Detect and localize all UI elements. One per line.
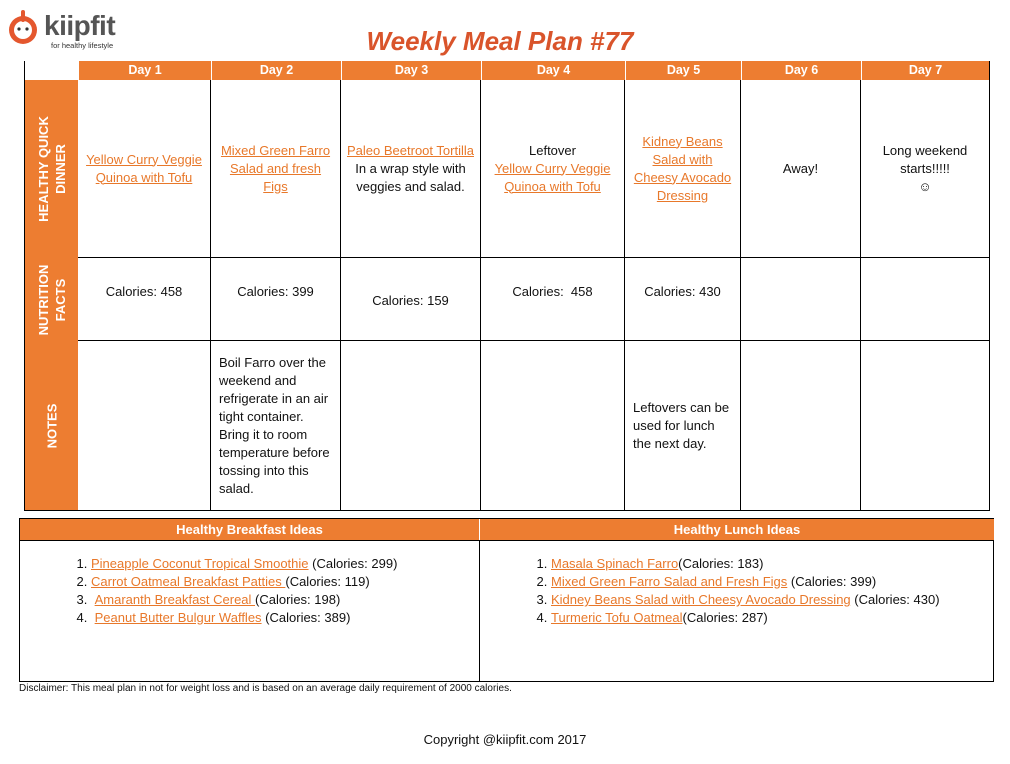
recipe-link[interactable]: Pineapple Coconut Tropical Smoothie (91, 556, 309, 571)
row-label-notes (24, 341, 78, 511)
notes-day-7 (861, 341, 990, 511)
dinner-day-5 (625, 80, 741, 258)
recipe-link[interactable]: Peanut Butter Bulgur Waffles (94, 610, 262, 625)
row-label-notes-text: NOTES (44, 403, 59, 448)
row-label-nutrition-text: NUTRITION FACTS (35, 264, 68, 335)
calories-value: Calories: 159 (372, 293, 449, 308)
nutrition-day-6 (741, 258, 861, 341)
calories-value: Calories: 458 (105, 284, 183, 299)
notes-day-5 (625, 341, 741, 511)
row-label-dinner (24, 80, 78, 258)
notes-day-1 (78, 341, 211, 511)
dinner-day-3 (341, 80, 481, 258)
list-item (91, 591, 397, 609)
breakfast-ideas-list (71, 555, 397, 627)
row-label-nutrition (24, 258, 78, 341)
ideas-header-rule (20, 540, 993, 541)
calories-text: (Calories: 119) (285, 574, 370, 589)
header-day-2: Day 2 (211, 61, 341, 80)
note-text: Boil Farro over the weekend and refrigerate in an air tight container. Bring it to room temperature before tossing into this salad. (219, 355, 330, 496)
calories-text: (Calories: 299) (308, 556, 398, 571)
recipe-link[interactable]: Masala Spinach Farro (551, 556, 679, 571)
list-item (551, 555, 940, 573)
kiipfit-logo (6, 8, 126, 52)
row-label-dinner-text: HEALTHY QUICK DINNER (35, 116, 68, 222)
dinner-note: In a wrap style with veggies and salad. (355, 160, 466, 194)
notes-day-6 (741, 341, 861, 511)
smiley-icon: ☺ (918, 178, 932, 194)
calories-text: (Calories: 183) (678, 556, 764, 571)
list-item (551, 591, 940, 609)
calories-text: (Calories: 389) (261, 610, 351, 625)
dinner-note: Leftover (529, 142, 576, 158)
nutrition-day-5 (625, 258, 741, 341)
list-item (551, 609, 940, 627)
ideas-divider (479, 540, 480, 682)
recipe-link[interactable]: Mixed Green Farro Salad and fresh Figs (220, 142, 331, 194)
notes-day-3 (341, 341, 481, 511)
meal-plan-grid (24, 61, 990, 511)
list-item (91, 555, 397, 573)
disclaimer: Disclaimer: This meal plan in not for weight loss and is based on an average daily requirement of 2000 calories. (19, 683, 512, 694)
lunch-ideas-header: Healthy Lunch Ideas (479, 519, 994, 540)
page-title: Weekly Meal Plan #77 (366, 26, 634, 56)
recipe-link[interactable]: Yellow Curry Veggie Quinoa with Tofu (494, 160, 611, 194)
recipe-link[interactable]: Kidney Beans Salad with Cheesy Avocado Dressing (551, 592, 851, 607)
brand-name: kiipfit (44, 10, 116, 41)
calories-value: Calories: 399 (237, 284, 314, 299)
grid-corner (24, 61, 78, 80)
notes-day-2 (211, 341, 341, 511)
nutrition-day-2 (211, 258, 341, 341)
nutrition-day-7 (861, 258, 990, 341)
recipe-link[interactable]: Paleo Beetroot Tortilla (347, 142, 474, 158)
list-item (91, 609, 397, 627)
recipe-link[interactable]: Carrot Oatmeal Breakfast Patties (91, 574, 286, 589)
recipe-link[interactable]: Mixed Green Farro Salad and Fresh Figs (551, 574, 788, 589)
header-day-7: Day 7 (861, 61, 990, 80)
note-text: Leftovers can be used for lunch the next day. (633, 399, 730, 451)
recipe-link[interactable]: Amaranth Breakfast Cereal (94, 592, 256, 607)
calories-value: Calories: 458 (512, 284, 593, 299)
lunch-ideas-list (531, 555, 940, 627)
nutrition-day-1 (78, 258, 211, 341)
recipe-link[interactable]: Turmeric Tofu Oatmeal (551, 610, 683, 625)
recipe-link[interactable]: Yellow Curry Veggie Quinoa with Tofu (86, 151, 202, 185)
dinner-day-1 (78, 80, 211, 258)
calories-value: Calories: 430 (644, 284, 721, 299)
calories-text: (Calories: 430) (850, 592, 940, 607)
header-day-3: Day 3 (341, 61, 481, 80)
nutrition-day-3 (341, 258, 481, 341)
list-item (91, 573, 397, 591)
dinner-day-4 (481, 80, 625, 258)
header-day-5: Day 5 (625, 61, 741, 80)
dinner-day-2 (211, 80, 341, 258)
dinner-note: Away! (782, 160, 819, 176)
dinner-day-7 (861, 80, 990, 258)
header-day-1: Day 1 (78, 61, 211, 80)
copyright: Copyright @kiipfit.com 2017 (423, 732, 587, 747)
calories-text: (Calories: 198) (255, 592, 341, 607)
brand-tagline: for healthy lifestyle (51, 41, 114, 50)
notes-day-4 (481, 341, 625, 511)
list-item (551, 573, 940, 591)
dinner-note: Long weekend starts!!!!! (882, 142, 968, 176)
calories-text: (Calories: 399) (787, 574, 877, 589)
breakfast-ideas-header: Healthy Breakfast Ideas (20, 519, 479, 540)
nutrition-day-4 (481, 258, 625, 341)
recipe-link[interactable]: Kidney Beans Salad with Cheesy Avocado Dressing (633, 133, 732, 203)
calories-text: (Calories: 287) (682, 610, 768, 625)
ideas-section (19, 518, 994, 682)
header-day-4: Day 4 (481, 61, 625, 80)
dinner-day-6 (741, 80, 861, 258)
logo-face-icon (6, 8, 40, 48)
header-day-6: Day 6 (741, 61, 861, 80)
